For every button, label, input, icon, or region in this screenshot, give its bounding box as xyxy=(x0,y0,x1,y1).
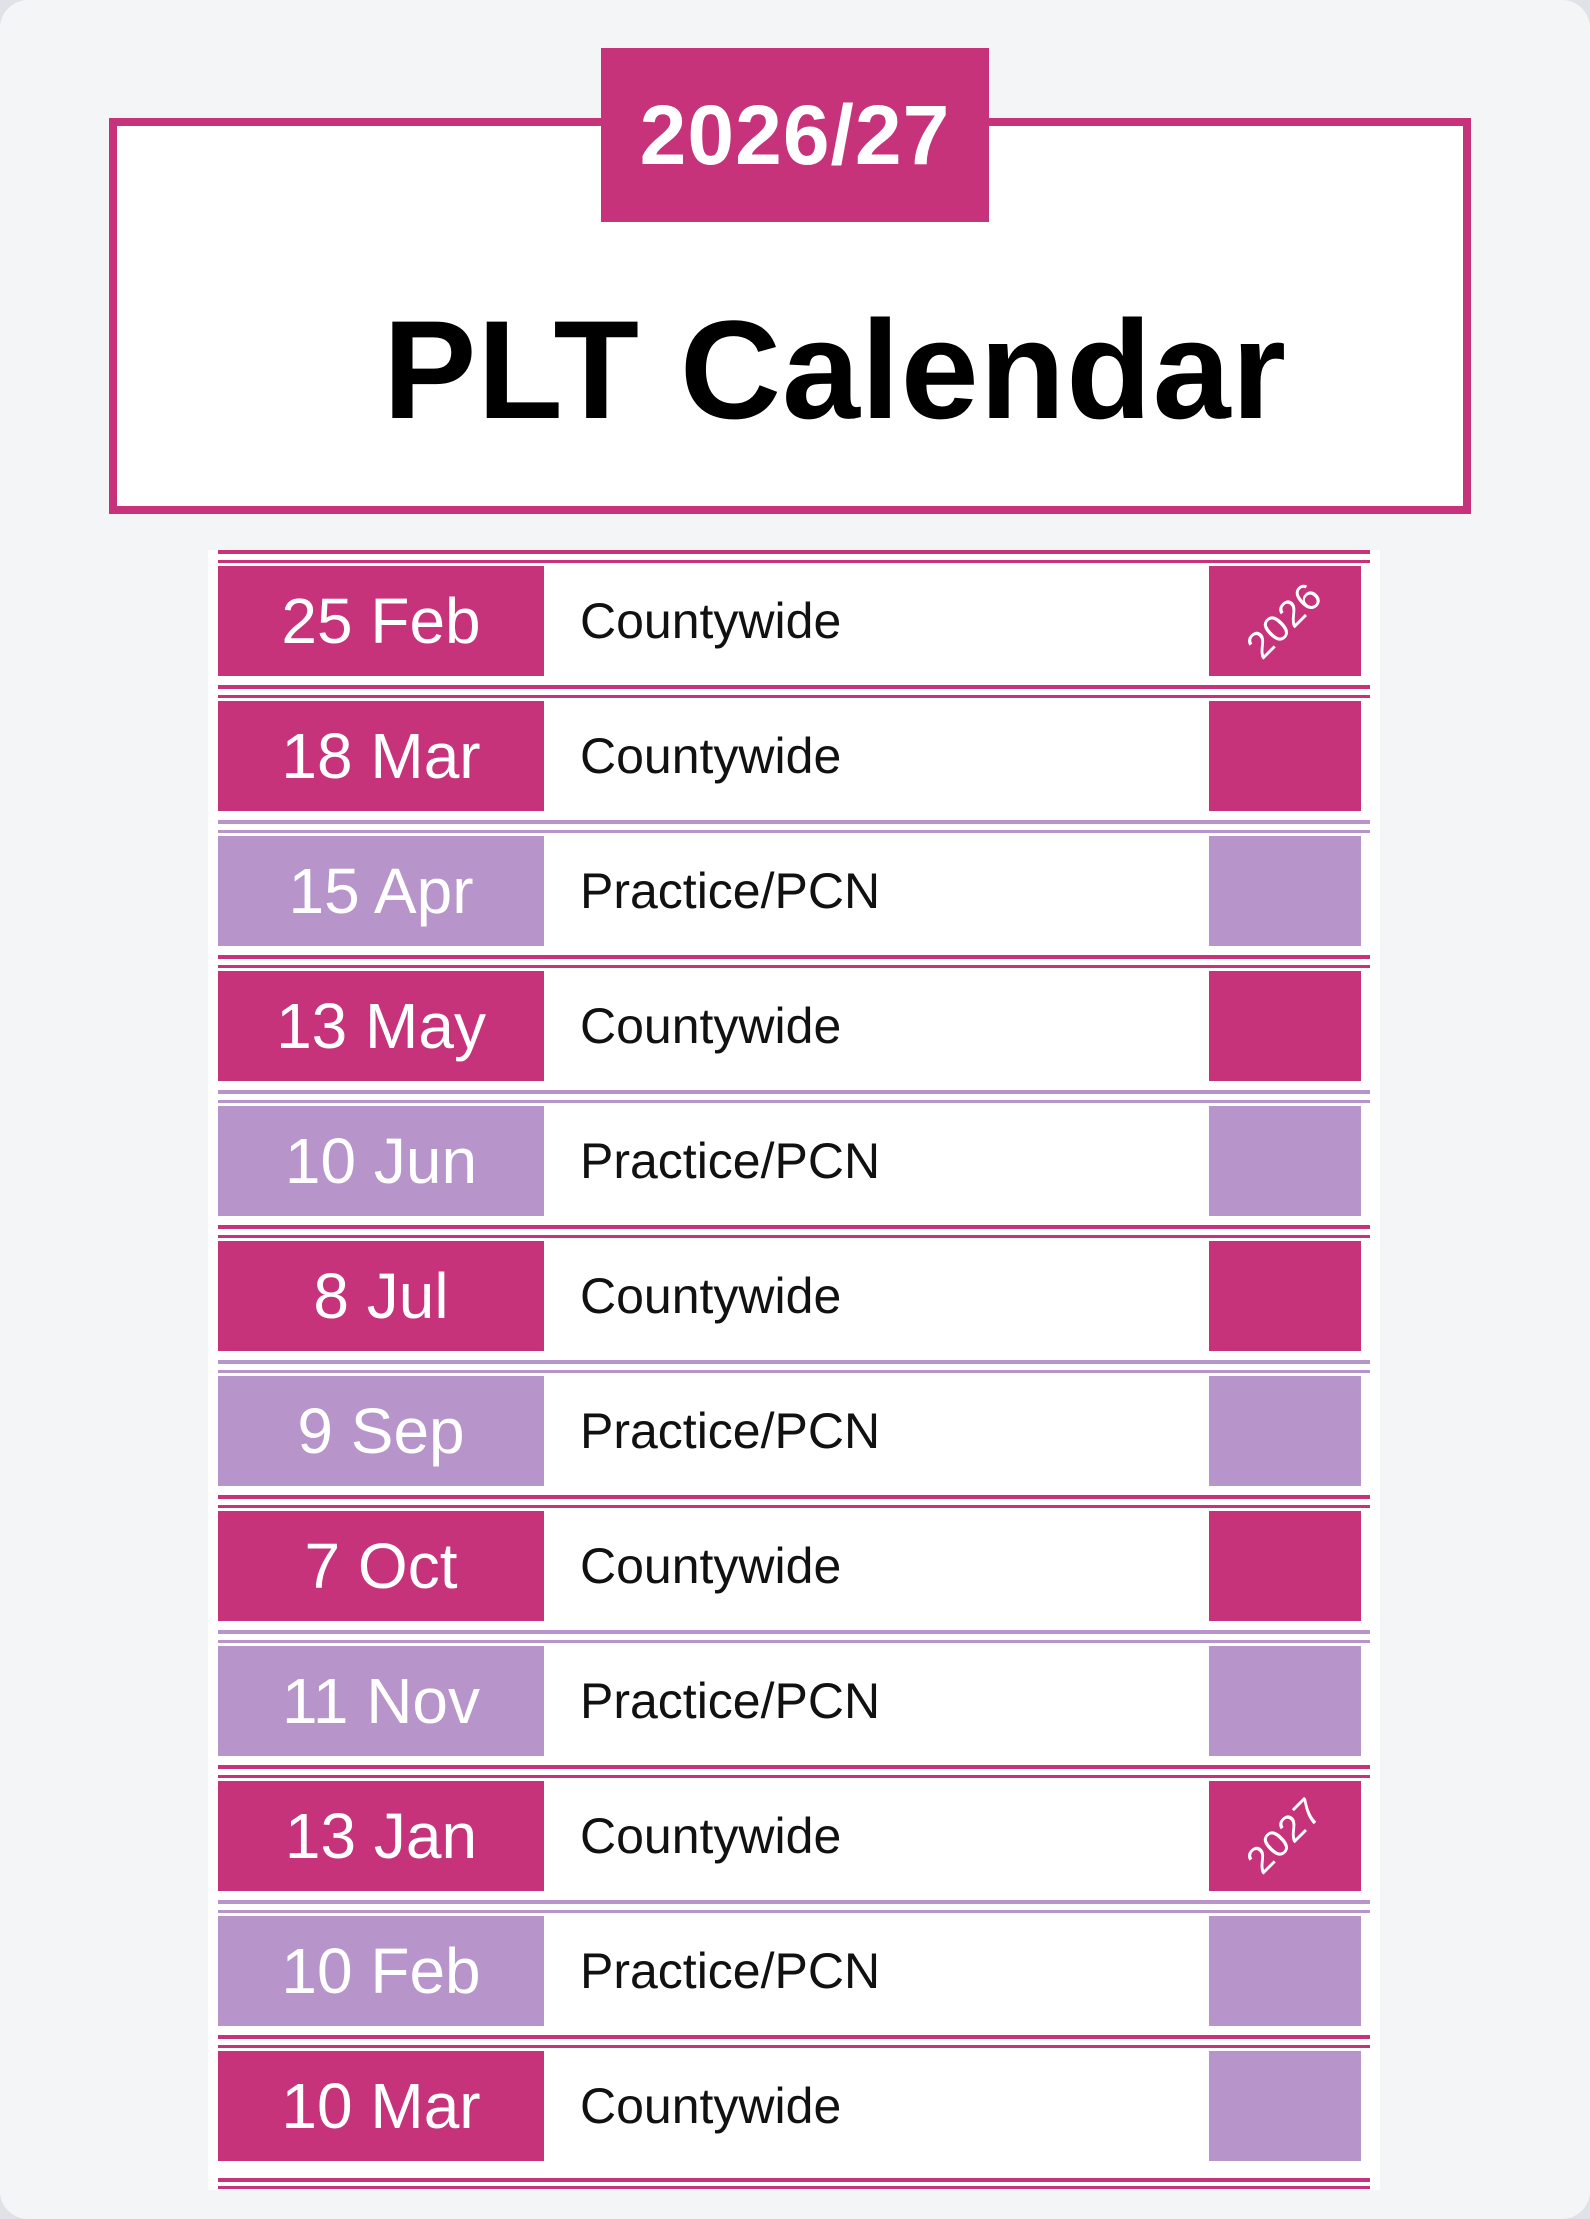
year-badge: 2026/27 xyxy=(601,48,989,222)
date-cell: 15 Apr xyxy=(218,836,544,946)
calendar-row xyxy=(208,955,1380,1090)
date-cell: 25 Feb xyxy=(218,566,544,676)
date-cell: 9 Sep xyxy=(218,1376,544,1486)
date-cell: 10 Feb xyxy=(218,1916,544,2026)
session-type: Countywide xyxy=(580,593,842,649)
calendar-row xyxy=(208,2035,1380,2170)
calendar-table xyxy=(208,550,1380,2190)
row-divider xyxy=(218,830,1370,833)
year-marker-cell xyxy=(1209,1646,1361,1756)
year-marker-cell xyxy=(1209,836,1361,946)
date-cell: 7 Oct xyxy=(218,1511,544,1621)
row-divider xyxy=(218,1495,1370,1499)
calendar-row xyxy=(208,1360,1380,1495)
row-divider xyxy=(218,965,1370,968)
year-marker-cell xyxy=(1209,2051,1361,2161)
date-cell: 18 Mar xyxy=(218,701,544,811)
date-cell: 11 Nov xyxy=(218,1646,544,1756)
row-divider xyxy=(218,1360,1370,1364)
session-type: Practice/PCN xyxy=(580,1673,881,1729)
row-divider xyxy=(218,1900,1370,1904)
calendar-row xyxy=(208,1765,1380,1900)
row-divider xyxy=(218,685,1370,689)
session-type: Countywide xyxy=(580,998,842,1054)
date-cell: 8 Jul xyxy=(218,1241,544,1351)
session-type: Countywide xyxy=(580,2078,842,2134)
row-divider xyxy=(218,1910,1370,1913)
year-marker-cell xyxy=(1209,701,1361,811)
calendar-row xyxy=(208,1630,1380,1765)
year-marker-cell xyxy=(1209,1916,1361,2026)
calendar-row xyxy=(208,820,1380,955)
row-divider xyxy=(218,1775,1370,1778)
row-divider xyxy=(218,1640,1370,1643)
row-divider xyxy=(218,1370,1370,1373)
session-type: Practice/PCN xyxy=(580,863,881,919)
session-type: Countywide xyxy=(580,1808,842,1864)
session-type: Practice/PCN xyxy=(580,1403,881,1459)
table-bottom-rule xyxy=(218,2178,1370,2182)
row-divider xyxy=(218,1100,1370,1103)
row-divider xyxy=(218,1225,1370,1229)
row-divider xyxy=(218,820,1370,824)
row-divider xyxy=(218,1630,1370,1634)
row-divider xyxy=(218,1090,1370,1094)
session-type: Countywide xyxy=(580,728,842,784)
session-type: Countywide xyxy=(580,1538,842,1594)
year-marker: 2027 xyxy=(1238,1789,1331,1882)
calendar-row xyxy=(208,685,1380,820)
row-divider xyxy=(218,1505,1370,1508)
date-cell: 13 Jan xyxy=(218,1781,544,1891)
calendar-row xyxy=(208,550,1380,685)
year-marker-cell xyxy=(1209,1511,1361,1621)
row-divider xyxy=(218,2035,1370,2039)
date-cell: 10 Mar xyxy=(218,2051,544,2161)
table-bottom-rule xyxy=(218,2186,1370,2189)
year-marker-cell xyxy=(1209,566,1361,676)
row-divider xyxy=(218,695,1370,698)
year-marker-cell xyxy=(1209,1376,1361,1486)
year-marker: 2026 xyxy=(1238,574,1331,667)
year-marker-cell xyxy=(1209,1241,1361,1351)
session-type: Countywide xyxy=(580,1268,842,1324)
row-divider xyxy=(218,1765,1370,1769)
calendar-row xyxy=(208,1225,1380,1360)
row-divider xyxy=(218,560,1370,563)
year-marker-cell xyxy=(1209,1781,1361,1891)
calendar-row xyxy=(208,1090,1380,1225)
row-divider xyxy=(218,955,1370,959)
row-divider xyxy=(218,2045,1370,2048)
calendar-row xyxy=(208,1900,1380,2035)
year-marker-cell xyxy=(1209,1106,1361,1216)
row-divider xyxy=(218,1235,1370,1238)
page-title: PLT Calendar xyxy=(382,291,1288,448)
year-marker-cell xyxy=(1209,971,1361,1081)
calendar-row xyxy=(208,1495,1380,1630)
row-divider xyxy=(218,550,1370,554)
session-type: Practice/PCN xyxy=(580,1133,881,1189)
date-cell: 10 Jun xyxy=(218,1106,544,1216)
date-cell: 13 May xyxy=(218,971,544,1081)
session-type: Practice/PCN xyxy=(580,1943,881,1999)
